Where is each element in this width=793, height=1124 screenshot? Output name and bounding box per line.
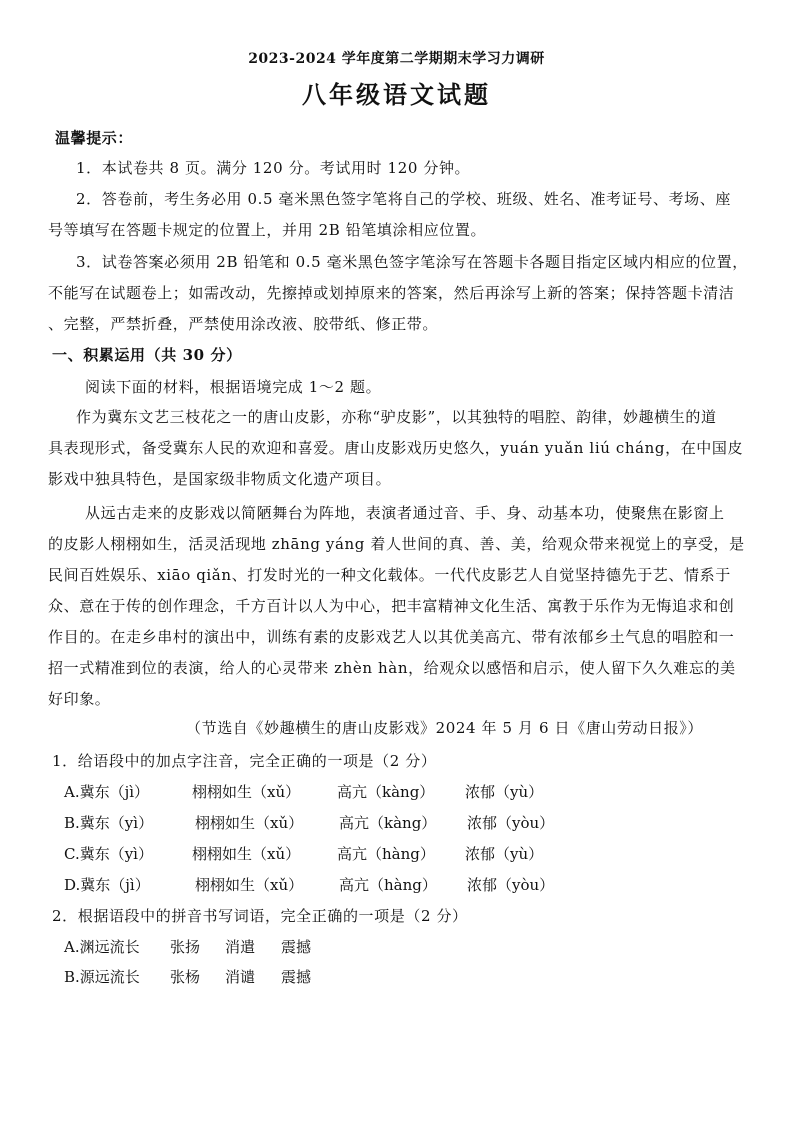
- q2-b-part4: 震撼: [281, 968, 312, 986]
- tips-heading: 温馨提示：: [55, 129, 134, 147]
- reading-intro: 阅读下面的材料，根据语境完成 1～2 题。: [85, 378, 382, 396]
- q2-b-part1: B.源远流长: [64, 968, 140, 986]
- q1-b-part3: 高亢（kàng）: [339, 814, 437, 832]
- passage-p2-line7: 好印象。: [48, 690, 111, 708]
- q2-a-part1: A.渊远流长: [64, 938, 140, 956]
- question-2-stem: 2．根据语段中的拼音书写词语，完全正确的一项是（2 分）: [52, 907, 468, 925]
- q2-a-part3: 消遣: [225, 938, 256, 956]
- section-heading: 一、积累运用（共 30 分）: [52, 346, 242, 364]
- passage-p2-line4: 众、意在于传的创作理念，千方百计以人为中心，把丰富精神文化生活、寓教于乐作为无悔追求和创: [48, 597, 735, 615]
- q1-c-part4: 浓郁（yù）: [465, 845, 544, 863]
- q1-d-part3: 高亢（hàng）: [339, 876, 437, 894]
- q1-c-part1: C.冀东（yì）: [64, 845, 153, 863]
- q1-a-part1: A.冀东（jì）: [64, 783, 150, 801]
- q1-c-part2: 栩栩如生（xǔ）: [192, 845, 301, 863]
- tip-item-3-line2: 不能写在试题卷上；如需改动，先擦掉或划掉原来的答案，然后再涂写上新的答案；保持答题卡清洁: [48, 284, 735, 302]
- q1-option-a: [64, 782, 543, 802]
- question-1-stem: 1．给语段中的加点字注音，完全正确的一项是（2 分）: [52, 752, 437, 770]
- passage-p2-line6: 招一式精准到位的表演，给人的心灵带来 zhèn hàn，给观众以感悟和启示，使人留下久久难忘的美: [48, 659, 736, 677]
- tip-item-1: 1．本试卷共 8 页。满分 120 分。考试用时 120 分钟。: [76, 159, 471, 177]
- q2-option-a: [64, 937, 311, 957]
- tip-item-2-line1: 2．答卷前，考生务必用 0.5 毫米黑色签字笔将自己的学校、班级、姓名、准考证号、考场、座: [76, 190, 731, 208]
- q1-b-part1: B.冀东（yì）: [64, 814, 154, 832]
- q2-b-part3: 消谴: [225, 968, 256, 986]
- q1-a-part4: 浓郁（yù）: [465, 783, 544, 801]
- passage-p1-line1: 作为冀东文艺三枝花之一的唐山皮影，亦称“驴皮影”，以其独特的唱腔、韵律，妙趣横生的道: [76, 408, 717, 426]
- exam-title: 八年级语文试题: [302, 80, 491, 109]
- passage-p2-line1: 从远古走来的皮影戏以简陋舞台为阵地，表演者通过音、手、身、动基本功，使聚焦在影窗上: [85, 504, 725, 522]
- passage-p2-line2: 的皮影人栩栩如生，活灵活现地 zhāng yáng 着人世间的真、善、美，给观众带来视觉上的享受，是: [48, 535, 745, 553]
- passage-p2-line3: 民间百姓娱乐、xiāo qiǎn、打发时光的一种文化载体。一代代皮影艺人自觉坚持德先于艺、情系于: [48, 566, 731, 584]
- q2-a-part2: 张扬: [170, 938, 201, 956]
- q1-option-c: [64, 844, 543, 864]
- q1-b-part4: 浓郁（yòu）: [467, 814, 555, 832]
- q1-d-part1: D.冀东（jì）: [64, 876, 150, 894]
- passage-p1-line3: 影戏中独具特色，是国家级非物质文化遗产项目。: [48, 470, 392, 488]
- q1-b-part2: 栩栩如生（xǔ）: [195, 814, 304, 832]
- tip-item-3-line3: 、完整，严禁折叠，严禁使用涂改液、胶带纸、修正带。: [48, 315, 439, 333]
- q1-d-part4: 浓郁（yòu）: [467, 876, 555, 894]
- passage-p1-line2: 具表现形式，备受冀东人民的欢迎和喜爱。唐山皮影戏历史悠久，yuán yuǎn liú cháng，在中国皮: [48, 439, 744, 457]
- passage-source: （节选自《妙趣横生的唐山皮影戏》2024 年 5 月 6 日《唐山劳动日报》）: [186, 719, 704, 737]
- q2-b-part2: 张杨: [170, 968, 201, 986]
- tip-item-2-line2: 号等填写在答题卡规定的位置上，并用 2B 铅笔填涂相应位置。: [48, 221, 487, 239]
- q1-a-part3: 高亢（kàng）: [337, 783, 435, 801]
- q1-option-d: [64, 875, 554, 895]
- exam-subtitle: 2023-2024 学年度第二学期期末学习力调研: [248, 51, 545, 67]
- q1-c-part3: 高亢（hàng）: [337, 845, 435, 863]
- q1-d-part2: 栩栩如生（xǔ）: [195, 876, 304, 894]
- q2-a-part4: 震撼: [281, 938, 312, 956]
- q1-option-b: [64, 813, 554, 833]
- q2-option-b: [64, 967, 311, 987]
- passage-p2-line5: 作目的。在走乡串村的演出中，训练有素的皮影戏艺人以其优美高亢、带有浓郁乡土气息的唱腔和一: [48, 628, 735, 646]
- tip-item-3-line1: 3．试卷答案必须用 2B 铅笔和 0.5 毫米黑色签字笔涂写在答题卡各题目指定区域内相应的位置，: [76, 253, 748, 271]
- q1-a-part2: 栩栩如生（xǔ）: [192, 783, 301, 801]
